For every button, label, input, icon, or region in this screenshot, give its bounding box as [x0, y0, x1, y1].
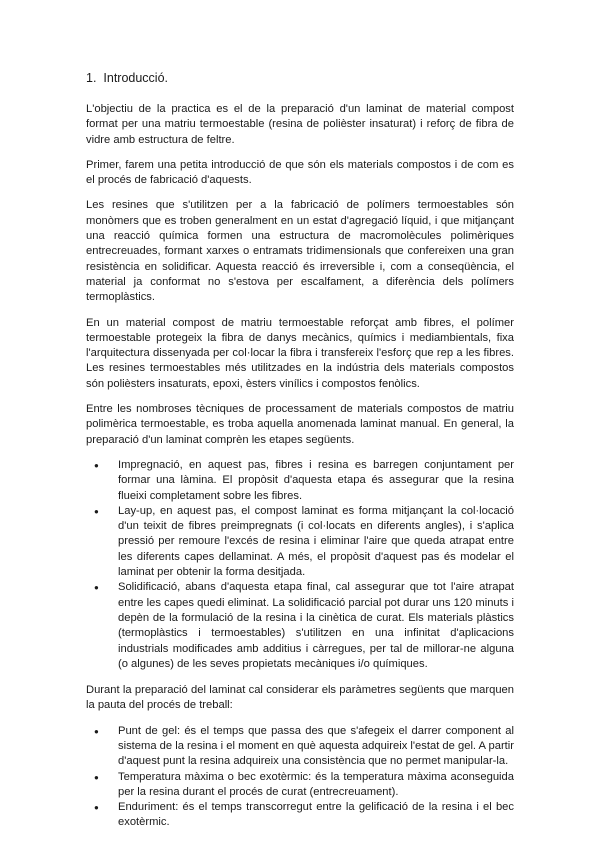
- paragraph: Entre les nombroses tècniques de processament de materials compostos de matriu polimèrica termoestable, es troba aquella anomenada laminat manual. En general, la preparació d'un laminat comprèn les etapes següents.: [86, 403, 514, 446]
- params-list: [86, 724, 514, 831]
- paragraph: Primer, farem una petita introducció de que són els materials compostos i de com es el procés de fabricació d'aquests.: [86, 158, 514, 187]
- list-item: ● Temperatura màxima o bec exotèrmic: és la temperatura màxima aconseguida per la resina durant el procés de curat (entrecreuament).: [118, 770, 514, 801]
- section-number: 1.: [86, 71, 97, 85]
- paragraph: L'objectiu de la practica es el de la preparació d'un laminat de material compost format per una matriu termoestable (resina de polièster insaturat) i reforç de fibra de vidre amb estructura de feltre.: [86, 103, 514, 146]
- list-item: ● Lay-up, en aquest pas, el compost laminat es forma mitjançant la col·locació d'un teixit de fibres preimpregnats (i col·locats en diferents angles), i s'aplica pressió per remoure l'excés de resina i eliminar l'aire que queda atrapat entre les diferents capes dellaminat. A més, el propòsit d'aquest pas és modelar el laminat per obtenir la forma desitjada.: [118, 504, 514, 580]
- section-heading: [86, 70, 514, 86]
- list-item: ● Solidificació, abans d'aquesta etapa final, cal assegurar que tot l'aire atrapat entre les capes quedi eliminat. La solidificació parcial pot durar uns 120 minuts i depèn de la formulació de la resina i la cinètica de curat. Els materials plàstics (termoplàstics i termoestables) s'utilitzen en una infinitat d'aplicacions industrials modificades amb additius i càrregues, per tal de millorar-ne alguna (o algunes) de les seves propietats mecàniques i/o químiques.: [118, 580, 514, 672]
- list-item: ● Impregnació, en aquest pas, fibres i resina es barregen conjuntament per formar una làmina. El propòsit d'aquesta etapa és assegurar que la resina flueixi completament sobre les fibres.: [118, 458, 514, 504]
- section-title: Introducció.: [103, 71, 169, 85]
- list-item: ● Enduriment: és el temps transcorregut entre la gelificació de la resina i el bec exotèrmic.: [118, 800, 514, 831]
- paragraph: Les resines que s'utilitzen per a la fabricació de polímers termoestables són monòmers que es troben generalment en un estat d'agregació líquid, i que mitjançant una reacció química formen una estructura de macromolècules polimèriques entrecreuades, formant xarxes o entramats tridimensionals que confereixen una gran resistència en solidificar. Aquesta reacció és irreversible i, com a conseqüència, el material ja conformat no s'estova per escalfament, a diferència dels polímers termoplàstics.: [86, 199, 514, 304]
- paragraph: En un material compost de matriu termoestable reforçat amb fibres, el polímer termoestable protegeix la fibra de danys mecànics, químics i mediambientals, fixa l'arquitectura dissenyada per col·locar la fibra i transfereix l'esforç que rep a les fibres. Les resines termoestables més utilitzades en la indústria dels materials compostos són polièsters insaturats, epoxi, èsters vinílics i compostos fenòlics.: [86, 316, 514, 390]
- list-item: ● Punt de gel: és el temps que passa des que s'afegeix el darrer component al sistema de la resina i el moment en què aquesta adquireix l'estat de gel. A partir d'aquest punt la resina adquireix una consistència que no permet manipular-la.: [118, 724, 514, 770]
- paragraph: Durant la preparació del laminat cal considerar els paràmetres següents que marquen la pauta del procés de treball:: [86, 684, 514, 712]
- document-page: [86, 70, 514, 842]
- steps-list: [86, 458, 514, 672]
